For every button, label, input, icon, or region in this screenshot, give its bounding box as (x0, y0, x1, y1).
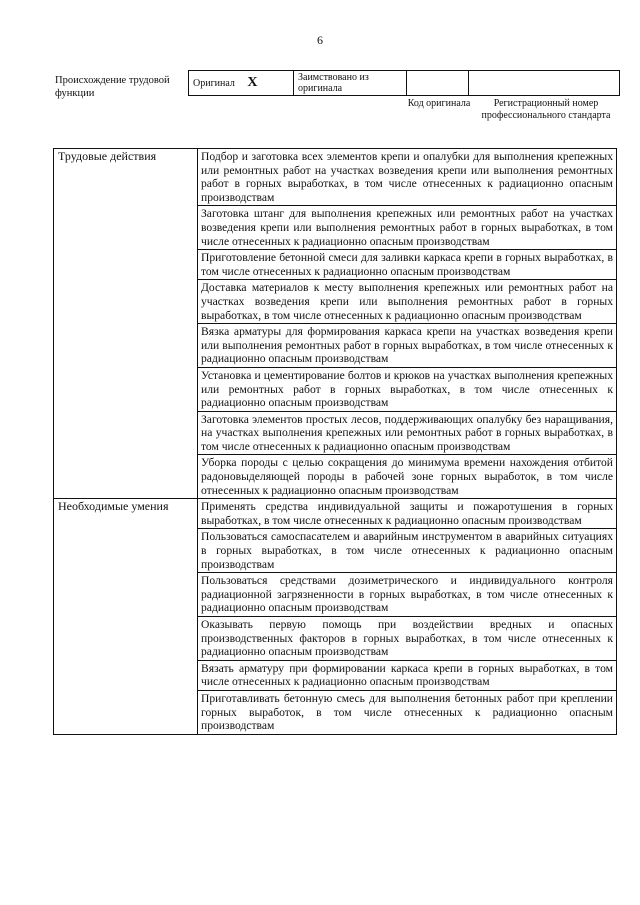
borrowed-label: Заимствовано из оригинала (294, 71, 407, 96)
section-item: Заготовка штанг для выполнения крепежных или ремонтных работ на участках возведения крепи или выполнения ремонтных работ в горных выработках, в том числе отнесенных к радиационно опасным производствам (198, 206, 617, 250)
section-item: Приготовление бетонной смеси для заливки каркаса крепи в горных выработках, в том числе отнесенных к радиационно опасным производствам (198, 250, 617, 280)
functions-table (53, 148, 617, 735)
section-item: Вязать арматуру при формировании каркаса крепи в горных выработках, в том числе отнесенных к радиационно опасным производствам (198, 660, 617, 690)
section-item: Доставка материалов к месту выполнения крепежных или ремонтных работ на участках возведения крепи или выполнения ремонтных работ в горных выработках, в том числе отнесенных к радиационно опасным производствам (198, 280, 617, 324)
section-item: Пользоваться самоспасателем и аварийным инструментом в аварийных ситуациях в горных выработках, в том числе отнесенных к радиационно опасным производствам (198, 529, 617, 573)
table-row (54, 149, 617, 206)
original-cell (189, 71, 294, 96)
section-item: Подбор и заготовка всех элементов крепи и опалубки для выполнения крепежных или ремонтных работ на участках возведения крепи или выполнения ремонтных работ в горных выработках, в том числе отнесенных к радиационно опасным производствам (198, 149, 617, 206)
reg-label: Регистрационный номер профессионального стандарта (481, 98, 611, 121)
section-item: Приготавливать бетонную смесь для выполнения бетонных работ при креплении горных выработок, в том числе отнесенных к радиационно опасным производствам (198, 690, 617, 734)
page-number: 6 (317, 33, 323, 47)
table-row (54, 499, 617, 529)
section-item: Пользоваться средствами дозиметрического и индивидуального контроля радиационной загрязненности в горных выработках, в том числе отнесенных к радиационно опасным производствам (198, 573, 617, 617)
origin-table (188, 70, 620, 96)
section-item: Уборка породы с целью сокращения до минимума времени нахождения отбитой радоновыделяющей породы в рабочей зоне горных выработок, в том числе отнесенных к радиационно опасным производствам (198, 455, 617, 499)
section-item: Установка и цементирование болтов и крюков на участках выполнения крепежных или ремонтных работ в горных выработках, в том числе отнесенных к радиационно опасным производствам (198, 367, 617, 411)
section-item: Заготовка элементов простых лесов, поддерживающих опалубку без наращивания, на участках выполнения крепежных или ремонтных работ в горных выработках, в том числе отнесенных к радиационно опасным производствам (198, 411, 617, 455)
section-item: Применять средства индивидуальной защиты и пожаротушения в горных выработках, в том числе отнесенных к радиационно опасным производствам (198, 499, 617, 529)
section-item: Оказывать первую помощь при воздействии вредных и опасных производственных факторов в горных выработках, в том числе отнесенных к радиационно опасным производствам (198, 617, 617, 661)
section-title: Необходимые умения (54, 499, 198, 735)
section-item: Вязка арматуры для формирования каркаса крепи на участках возведения крепи или выполнения ремонтных работ в горных выработках, в том числе отнесенных к радиационно опасным производствам (198, 324, 617, 368)
code-cell (407, 71, 469, 96)
original-label: Оригинал (193, 78, 235, 89)
code-label: Код оригинала (407, 98, 471, 109)
original-mark: X (247, 75, 258, 90)
section-title: Трудовые действия (54, 149, 198, 499)
reg-number-cell (469, 71, 620, 96)
origin-label: Происхождение трудовой функции (55, 75, 170, 99)
